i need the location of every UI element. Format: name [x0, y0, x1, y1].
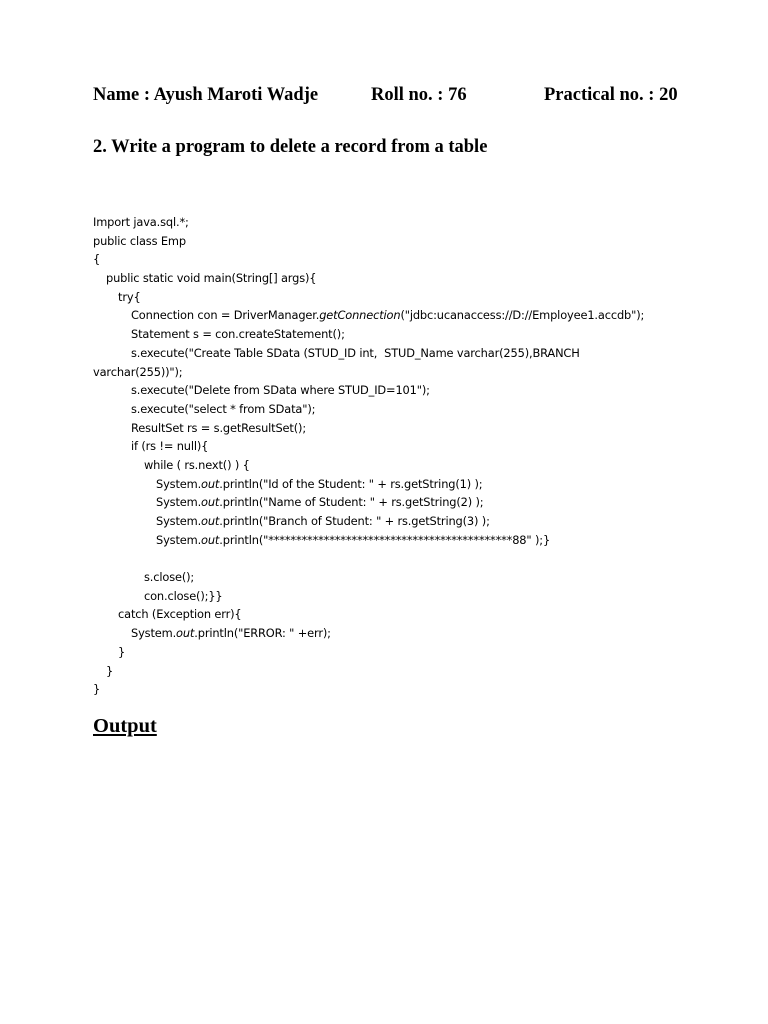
practical-number: Practical no. : 20 — [544, 85, 678, 105]
code-line: } — [106, 663, 114, 678]
code-line: } — [93, 682, 101, 697]
code-line: s.execute("Create Table SData (STUD_ID int, STUD_Name varchar(255),BRANCH — [131, 345, 580, 360]
header — [0, 85, 768, 111]
code-line: ResultSet rs = s.getResultSet(); — [131, 420, 307, 435]
code-line: System.out.println("ERROR: " +err); — [131, 626, 331, 641]
code-line: } — [118, 644, 126, 659]
code-line: Connection con = DriverManager.getConnection("jdbc:ucanaccess://D://Employee1.accdb"); — [131, 308, 645, 323]
code-line: con.close();}} — [144, 588, 223, 603]
code-line: public static void main(String[] args){ — [106, 271, 317, 286]
code-line: { — [93, 252, 101, 267]
code-line: try{ — [118, 289, 141, 304]
code-line: public class Emp — [93, 233, 186, 248]
code-line: System.out.println("********************************************88" );} — [156, 532, 551, 547]
student-name: Name : Ayush Maroti Wadje — [93, 85, 319, 105]
question-title: 2. Write a program to delete a record from a table — [93, 137, 488, 157]
code-line: Statement s = con.createStatement(); — [131, 327, 345, 342]
output-heading: Output — [93, 715, 157, 737]
code-blank-line — [93, 549, 733, 568]
code-listing — [93, 213, 733, 699]
code-line: s.execute("Delete from SData where STUD_ID=101"); — [131, 383, 430, 398]
code-line: s.close(); — [144, 570, 195, 585]
roll-number: Roll no. : 76 — [371, 85, 467, 105]
code-line: System.out.println("Name of Student: " + rs.getString(2) ); — [156, 495, 484, 510]
code-line: if (rs != null){ — [131, 439, 209, 454]
code-line: while ( rs.next() ) { — [144, 457, 250, 472]
code-line: System.out.println("Id of the Student: " + rs.getString(1) ); — [156, 476, 483, 491]
code-line: varchar(255))"); — [93, 364, 183, 379]
code-line: System.out.println("Branch of Student: " + rs.getString(3) ); — [156, 514, 490, 528]
code-line: s.execute("select * from SData"); — [131, 401, 316, 416]
code-line: Import java.sql.*; — [93, 215, 189, 229]
code-line: catch (Exception err){ — [118, 607, 242, 622]
